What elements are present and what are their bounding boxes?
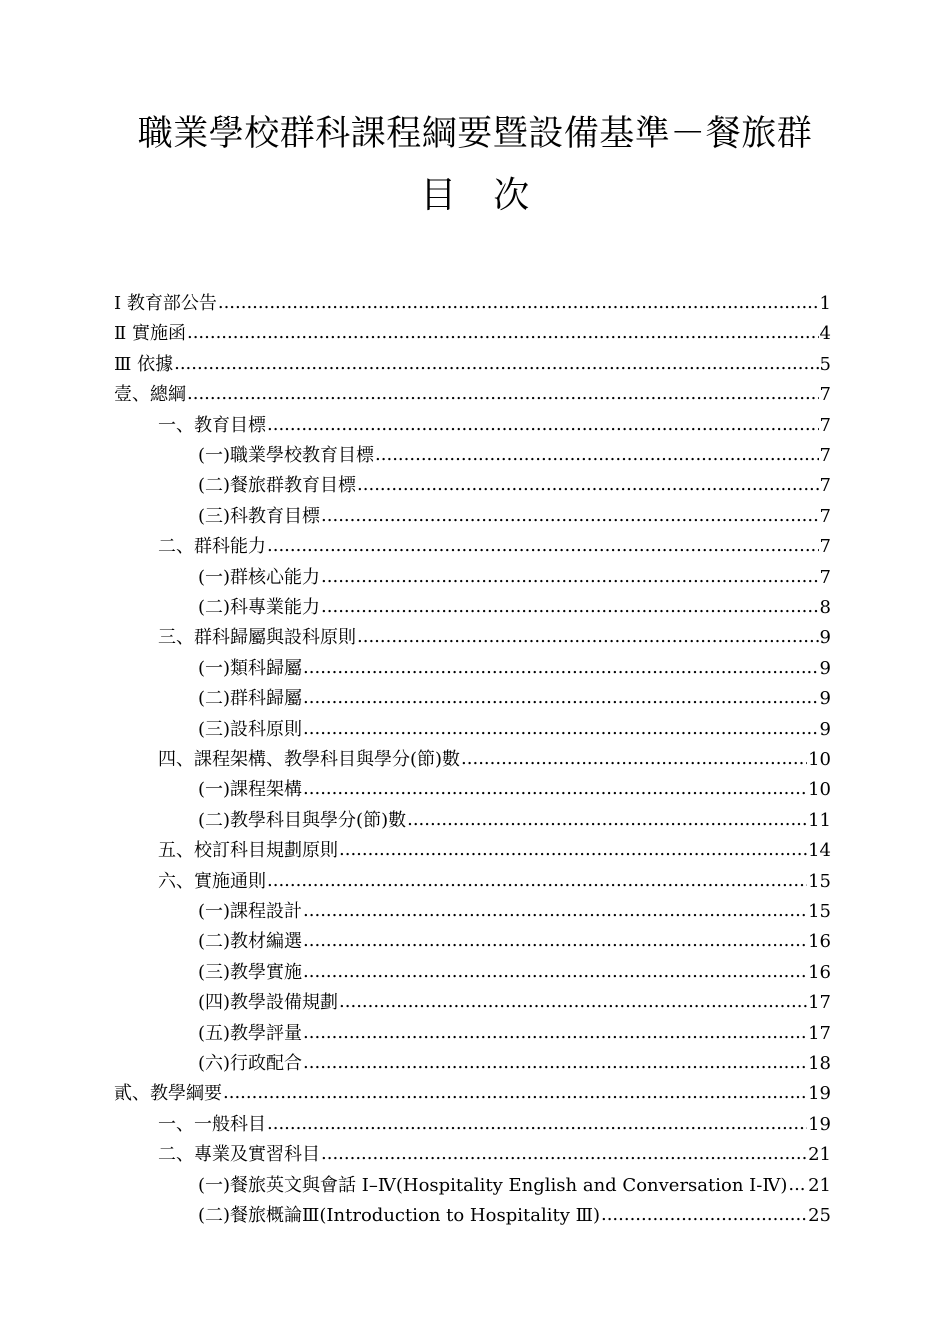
toc-leader-dots xyxy=(321,566,819,588)
toc-entry-label: 四、課程架構、教學科目與學分(節)數 xyxy=(158,749,461,770)
toc-entry[interactable] xyxy=(198,563,831,589)
toc-page-number: 7 xyxy=(819,414,831,436)
toc-page-number: 17 xyxy=(808,1022,831,1044)
toc-entry[interactable] xyxy=(114,1079,831,1105)
toc-leader-dots xyxy=(601,1204,807,1226)
toc-page-number: 9 xyxy=(819,657,831,679)
toc-page-number: 25 xyxy=(808,1205,831,1226)
toc-entry-label: 二、群科能力 xyxy=(158,536,266,558)
toc-entry-label: (一)類科歸屬 xyxy=(198,657,303,679)
toc-entry[interactable] xyxy=(158,836,831,862)
toc-entry[interactable] xyxy=(198,502,831,528)
toc-entry[interactable] xyxy=(198,775,831,801)
toc-page-number: 1 xyxy=(819,293,831,314)
toc-entry-label: 六、實施通則 xyxy=(158,870,266,892)
toc-page-number: 18 xyxy=(808,1053,831,1074)
toc-page-number: 15 xyxy=(808,901,831,922)
toc-entry[interactable] xyxy=(114,319,831,345)
toc-leader-dots xyxy=(218,292,819,314)
toc-entry-label: (一)課程設計 xyxy=(198,901,303,922)
toc-entry[interactable] xyxy=(158,623,831,649)
toc-page-number: 16 xyxy=(808,961,831,983)
toc-entry[interactable] xyxy=(158,745,831,771)
toc-entry[interactable] xyxy=(198,684,831,710)
toc-leader-dots xyxy=(461,748,807,770)
toc-entry-label: Ⅰ 教育部公告 xyxy=(114,293,217,314)
toc-entry[interactable] xyxy=(198,471,831,497)
toc-page-number: 7 xyxy=(819,445,831,466)
toc-page-number: 15 xyxy=(808,870,831,892)
toc-leader-dots xyxy=(267,535,819,557)
toc-leader-dots xyxy=(303,778,807,800)
toc-page-number: 5 xyxy=(819,353,831,375)
toc-page-number: 9 xyxy=(819,718,831,740)
toc-page-number: 9 xyxy=(819,627,831,649)
toc-entry-label: (一)群核心能力 xyxy=(198,566,321,588)
toc-leader-dots xyxy=(303,687,819,709)
toc-page-number: 7 xyxy=(819,536,831,558)
toc-leader-dots xyxy=(267,414,819,436)
toc-page-number: 9 xyxy=(819,688,831,710)
toc-entry[interactable] xyxy=(198,806,831,832)
toc-entry[interactable] xyxy=(198,1019,831,1045)
toc-leader-dots xyxy=(339,991,807,1013)
toc-entry-label: (二)教學科目與學分(節)數 xyxy=(198,809,407,831)
toc-leader-dots xyxy=(303,1052,807,1074)
toc-leader-dots xyxy=(267,1113,807,1135)
toc-leader-dots xyxy=(303,930,807,952)
toc-leader-dots xyxy=(267,870,807,892)
toc-entry[interactable] xyxy=(198,1201,831,1227)
toc-entry[interactable] xyxy=(198,441,831,467)
toc-leader-dots xyxy=(357,626,819,648)
toc-leader-dots xyxy=(788,1174,807,1196)
toc-entry-label: 二、專業及實習科目 xyxy=(158,1144,320,1166)
toc-entry-label: 一、教育目標 xyxy=(158,414,266,436)
toc-page-number: 8 xyxy=(819,597,831,618)
toc-heading: 目 次 xyxy=(420,175,530,216)
toc-entry-label: 貳、教學綱要 xyxy=(114,1083,222,1105)
toc-entry[interactable] xyxy=(114,380,831,406)
toc-page-number: 14 xyxy=(808,840,831,862)
toc-entry-label: Ⅲ 依據 xyxy=(114,353,174,375)
toc-leader-dots xyxy=(357,474,819,496)
toc-page-number: 17 xyxy=(808,992,831,1014)
toc-entry[interactable] xyxy=(198,927,831,953)
toc-entry[interactable] xyxy=(158,411,831,437)
toc-page-number: 19 xyxy=(808,1083,831,1105)
toc-entry-label: Ⅱ 實施函 xyxy=(114,323,186,345)
toc-leader-dots xyxy=(223,1082,807,1104)
toc-entry-label: (三)設科原則 xyxy=(198,718,303,740)
toc-entry-label: (二)餐旅概論Ⅲ(Introduction to Hospitality Ⅲ) xyxy=(198,1205,600,1226)
toc-entry-label: (二)群科歸屬 xyxy=(198,688,303,710)
toc-entry-label: (一)職業學校教育目標 xyxy=(198,445,375,466)
toc-entry-label: 一、一般科目 xyxy=(158,1113,266,1135)
toc-page-number: 4 xyxy=(819,323,831,345)
toc-leader-dots xyxy=(303,1022,807,1044)
toc-page-number: 7 xyxy=(819,566,831,588)
toc-leader-dots xyxy=(187,322,819,344)
toc-entry[interactable] xyxy=(198,654,831,680)
toc-entry[interactable] xyxy=(198,715,831,741)
toc-entry-label: (六)行政配合 xyxy=(198,1053,303,1074)
toc-leader-dots xyxy=(303,900,807,922)
toc-entry-label: 三、群科歸屬與設科原則 xyxy=(158,627,356,649)
toc-entry[interactable] xyxy=(198,988,831,1014)
toc-entry-label: 壹、總綱 xyxy=(114,384,186,406)
toc-page-number: 10 xyxy=(808,749,831,770)
toc-leader-dots xyxy=(321,596,819,618)
toc-page-number: 10 xyxy=(808,779,831,801)
toc-leader-dots xyxy=(407,809,807,831)
toc-page-number: 19 xyxy=(808,1113,831,1135)
toc-page-number: 7 xyxy=(819,475,831,497)
toc-leader-dots xyxy=(174,353,818,375)
toc-entry[interactable] xyxy=(114,289,831,315)
document-title: 職業學校群科課程綱要暨設備基準－餐旅群 xyxy=(137,114,813,154)
toc-leader-dots xyxy=(321,505,819,527)
toc-leader-dots xyxy=(303,961,807,983)
toc-entry[interactable] xyxy=(198,897,831,923)
toc-entry[interactable] xyxy=(158,1140,831,1166)
toc-entry-label: (一)課程架構 xyxy=(198,779,303,801)
toc-entry-label: (二)科專業能力 xyxy=(198,597,321,618)
toc-entry-label: (三)教學實施 xyxy=(198,961,303,983)
toc-leader-dots xyxy=(303,657,819,679)
toc-entry-label: (五)教學評量 xyxy=(198,1022,303,1044)
toc-entry[interactable] xyxy=(158,867,831,893)
toc-page-number: 7 xyxy=(819,505,831,527)
toc-entry-label: (三)科教育目標 xyxy=(198,505,321,527)
toc-entry[interactable] xyxy=(114,350,831,376)
toc-entry-label: (一)餐旅英文與會話 I–Ⅳ(Hospitality English and Conversation I-Ⅳ) xyxy=(198,1174,788,1196)
toc-entry-label: (二)餐旅群教育目標 xyxy=(198,475,357,497)
toc-page-number: 21 xyxy=(808,1174,831,1196)
toc-page-number: 11 xyxy=(808,809,831,831)
toc-entry[interactable] xyxy=(198,1049,831,1075)
toc-page-number: 7 xyxy=(819,384,831,406)
toc-entry[interactable] xyxy=(198,958,831,984)
toc-entry[interactable] xyxy=(158,532,831,558)
toc-page-number: 16 xyxy=(808,931,831,953)
toc-leader-dots xyxy=(375,444,819,466)
toc-leader-dots xyxy=(321,1143,807,1165)
toc-leader-dots xyxy=(339,839,807,861)
toc-page-number: 21 xyxy=(808,1144,831,1166)
toc-entry[interactable] xyxy=(198,593,831,619)
toc-leader-dots xyxy=(187,383,819,405)
toc-entry[interactable] xyxy=(158,1110,831,1136)
toc-entry-label: 五、校訂科目規劃原則 xyxy=(158,840,338,862)
toc-leader-dots xyxy=(303,718,819,740)
toc-entry-label: (四)教學設備規劃 xyxy=(198,992,339,1014)
toc-entry[interactable] xyxy=(198,1171,831,1197)
toc-entry-label: (二)教材編選 xyxy=(198,931,303,953)
